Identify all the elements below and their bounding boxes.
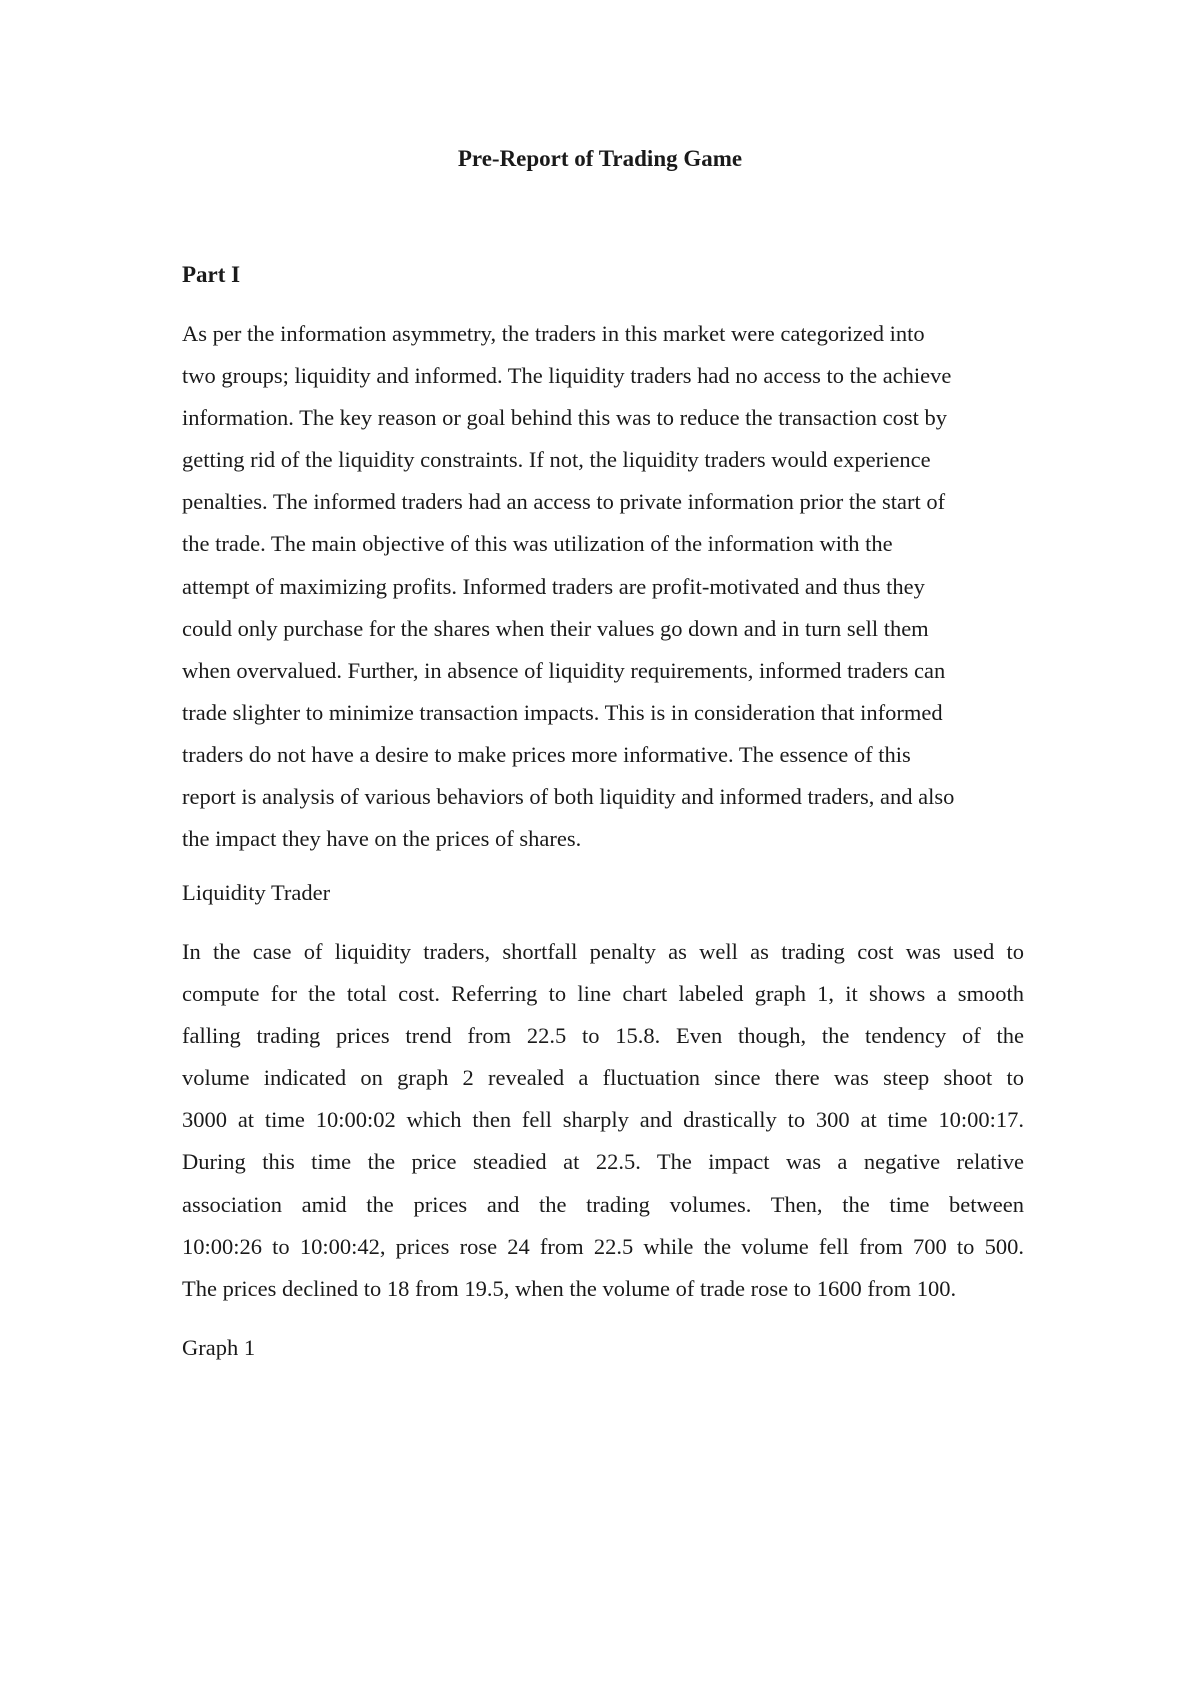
paragraph-line: compute for the total cost. Referring to line chart labeled graph 1, it shows a smooth	[182, 981, 1024, 1007]
paragraph-line: In the case of liquidity traders, shortfall penalty as well as trading cost was used to	[182, 939, 1024, 964]
document-title: Pre-Report of Trading Game	[457, 146, 743, 171]
paragraph-line: attempt of maximizing profits. Informed traders are profit-motivated and thus they	[182, 573, 925, 599]
paragraph-line: falling trading prices trend from 22.5 to 15.8. Even though, the tendency of the	[182, 1023, 1024, 1049]
paragraph-line: During this time the price steadied at 22.5. The impact was a negative relative	[182, 1149, 1024, 1175]
paragraph-line: information. The key reason or goal behind this was to reduce the transaction cost by	[182, 405, 947, 431]
paragraph-line: when overvalued. Further, in absence of liquidity requirements, informed traders can	[182, 657, 946, 683]
paragraph-line: the trade. The main objective of this was utilization of the information with the	[182, 531, 893, 557]
paragraph-line: traders do not have a desire to make prices more informative. The essence of this	[182, 741, 911, 767]
paragraph-line: could only purchase for the shares when their values go down and in turn sell them	[182, 615, 929, 641]
paragraph-line: the impact they have on the prices of shares.	[182, 826, 582, 852]
paragraph-line: getting rid of the liquidity constraints. If not, the liquidity traders would experience	[182, 447, 931, 473]
subheading-liquidity-trader: Liquidity Trader	[182, 880, 331, 905]
graph-caption: Graph 1	[182, 1335, 256, 1360]
paragraph-line: penalties. The informed traders had an access to private information prior the start of	[182, 489, 946, 515]
paragraph-line: two groups; liquidity and informed. The liquidity traders had no access to the achieve	[182, 363, 952, 389]
paragraph-line: 3000 at time 10:00:02 which then fell sharply and drastically to 300 at time 10:00:17.	[182, 1107, 1024, 1133]
paragraph-line: volume indicated on graph 2 revealed a fluctuation since there was steep shoot to	[182, 1065, 1024, 1091]
paragraph-line: trade slighter to minimize transaction impacts. This is in consideration that informed	[182, 699, 943, 725]
paragraph-line: association amid the prices and the trading volumes. Then, the time between	[182, 1191, 1024, 1217]
paragraph-information-asymmetry	[182, 313, 1024, 860]
paragraph-line: report is analysis of various behaviors of both liquidity and informed traders, and also	[182, 784, 955, 810]
paragraph-line: 10:00:26 to 10:00:42, prices rose 24 from 22.5 while the volume fell from 700 to 500.	[182, 1233, 1024, 1259]
paragraph-liquidity-trader	[182, 931, 1024, 1310]
paragraph-line: As per the information asymmetry, the traders in this market were categorized into	[182, 321, 925, 346]
paragraph-line: The prices declined to 18 from 19.5, when the volume of trade rose to 1600 from 100.	[182, 1275, 957, 1301]
part-heading: Part I	[182, 262, 241, 287]
